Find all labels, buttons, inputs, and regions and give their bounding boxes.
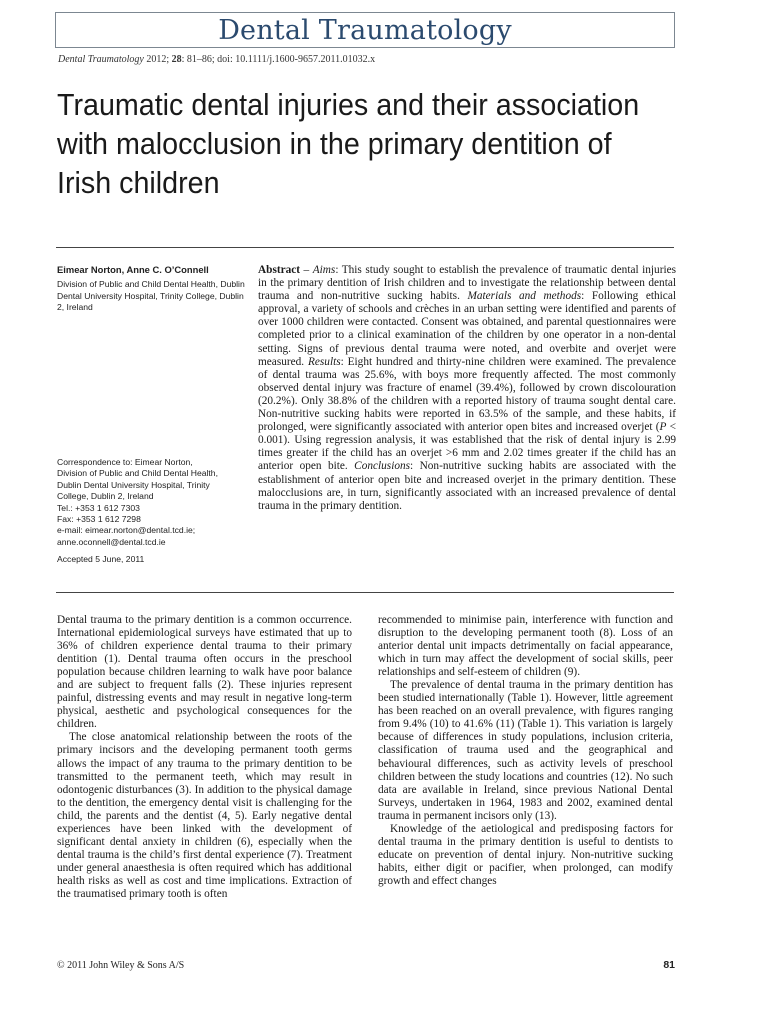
- affiliation: Division of Public and Child Dental Health, Dublin Dental University Hospital, Trinity College, Dublin 2, Ireland: [57, 279, 245, 313]
- citation-journal: Dental Traumatology: [58, 54, 144, 65]
- accepted-date: Accepted 5 June, 2011: [57, 554, 145, 565]
- abstract-dash: –: [300, 264, 313, 276]
- conclusions-label: Conclusions: [354, 460, 411, 473]
- methods-label: Materials and methods: [467, 290, 582, 303]
- body-column-right: [378, 614, 673, 888]
- results-text-continued: < 0.001). Using regression analysis, it was established that the risk of dental injury is 2.99 times greater if the child has an overjet >6 mm and 2.02 times greater if the child has an anterior open bite.: [258, 421, 676, 473]
- aims-label: Aims: [312, 264, 336, 276]
- header-rule: [56, 247, 674, 248]
- p-value-label: P: [659, 421, 667, 434]
- authors: Eimear Norton, Anne C. O’Connell: [57, 264, 209, 275]
- citation-doi: : 81–86; doi: 10.1111/j.1600-9657.2011.01032.x: [181, 54, 376, 65]
- page-number: 81: [663, 959, 675, 971]
- methods-text: : Following ethical approval, a variety of schools and crèches in an urban setting were identified and parents of over 1000 children were contacted. Consent was obtained, and parental questionnaires were completed prior to a clinical examination of the children by one operator in a non-dental setting. Signs of previous dental trauma were noted, and overbite and overjet were measured.: [258, 290, 676, 368]
- correspondence-line: Dublin Dental University Hospital, Trinity: [57, 479, 210, 490]
- citation-line: [58, 54, 375, 65]
- conclusions-text: : Non-nutritive sucking habits are associated with the establishment of anterior open bite and increased overjet in the primary dentition. These malocclusions are, in turn, significantly associated with an increased prevalence of dental trauma in the primary dentition.: [258, 460, 676, 512]
- citation-year: 2012;: [146, 54, 170, 65]
- paragraph: The prevalence of dental trauma in the primary dentition has been studied internationally (Table 1). However, little agreement has been reached on an overall prevalence, with figures ranging from 9.4% (10) to 41.6% (11) (Table 1). This variation is largely because of differences in study populations, inclusion criteria, classification of trauma used and the geographical and behavioural differences, such as activity levels of preschool children between the study locations and countries (12). No such data are available in Ireland, since previous National Dental Surveys, undertaken in 1964, 1983 and 2002, examined dental trauma in permanent incisors only (13).: [378, 679, 673, 822]
- abstract: [258, 264, 676, 513]
- article-title: Traumatic dental injuries and their association with malocclusion in the primary dentition of Irish children: [57, 88, 640, 200]
- paragraph: recommended to minimise pain, interference with function and disruption to the developing permanent tooth (8). Loss of an anterior dental unit impacts detrimentally on facial appearance, which in turn may affect the development of social skills, peer relationships and self-esteem of children (9).: [378, 614, 673, 679]
- correspondence-line: Division of Public and Child Dental Health,: [57, 468, 218, 479]
- phone: Tel.: +353 1 612 7303: [57, 502, 140, 513]
- abstract-label: Abstract: [258, 264, 301, 276]
- paragraph: Dental trauma to the primary dentition is a common occurrence. International epidemiological surveys have estimated that up to 36% of children experience dental trauma to their primary dentition (1). Dental trauma often occurs in the preschool population because children learning to walk have poor balance and are subject to frequent falls (2). These injuries represent painful, distressing events and may result in negative long-term physical, aesthetic and psychological consequences for the children.: [57, 614, 352, 731]
- email-line: e-mail: eimear.norton@dental.tcd.ie;: [57, 525, 196, 536]
- copyright: © 2011 John Wiley & Sons A/S: [57, 960, 185, 971]
- journal-name: Dental Traumatology: [218, 14, 512, 46]
- body-column-left: [57, 614, 352, 901]
- journal-header: [55, 12, 675, 48]
- citation-volume: 28: [171, 54, 182, 65]
- author-block: [57, 264, 252, 314]
- results-text: : Eight hundred and thirty-nine children were examined. The prevalence of dental trauma was 25.6%, with boys more frequently affected. The most commonly observed dental injury was fracture of enamel (39.4%), followed by crown discolouration (20.2%). Only 38.8% of the children with a reported history of trauma sought dental care. Non-nutritive sucking habits were reported in 63.5% of the sample, and these habits, if prolonged, were significantly associated with anterior open bites and increased overjet (: [258, 355, 676, 434]
- results-label: Results: [307, 355, 341, 368]
- paragraph: Knowledge of the aetiological and predisposing factors for dental trauma in the primary dentition is useful to dentists to educate on prevention of dental injury. Non-nutritive sucking habits, either digit or pacifier, when prolonged, can modify growth and effect changes: [378, 822, 673, 887]
- paragraph: The close anatomical relationship between the roots of the primary incisors and the developing permanent tooth germs allows the impact of any trauma to the primary dentition to be transmitted to the permanent teeth, which may result in odontogenic disturbances (3). In addition to the physical damage to the dentition, the emergency dental visit is challenging for the child, the parents and the dentist (4, 5). Early negative dental experiences have been linked with the development of significant dental anxiety in children (6), especially when the dental trauma is the child’s first dental experience (7). Treatment under general anaesthesia is often required which has additional health risks as well as cost and time implications. Extraction of the traumatised primary tooth is often: [57, 731, 352, 900]
- correspondence-line: Correspondence to: Eimear Norton,: [57, 457, 193, 467]
- correspondence-block: [57, 457, 252, 566]
- abstract-rule: [56, 592, 674, 593]
- correspondence-line: College, Dublin 2, Ireland: [57, 491, 154, 502]
- aims-text: : This study sought to establish the prevalence of traumatic dental injuries in the primary dentition of Irish children and to investigate the relationship between dental trauma and non-nutritive sucking habits.: [258, 264, 677, 303]
- fax: Fax: +353 1 612 7298: [57, 514, 141, 525]
- email-line: anne.oconnell@dental.tcd.ie: [57, 536, 166, 547]
